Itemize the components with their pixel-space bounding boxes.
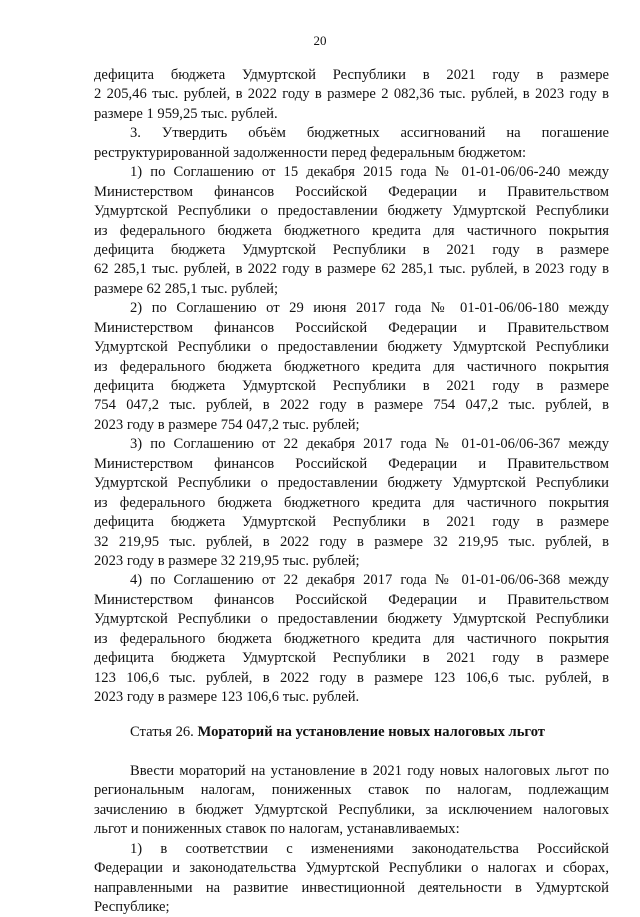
- text-line: Республике;: [94, 898, 170, 915]
- paragraph-agreement-2: [94, 299, 609, 435]
- text-line: 32 219,95 тыс. рублей, в 2022 году в размере 32 219,95 тыс. рублей, в: [94, 533, 609, 550]
- text-line: Федерации и законодательства Удмуртской Республики о налогах и сборах,: [94, 860, 609, 877]
- paragraph-agreement-3: [94, 435, 609, 571]
- text-line: дефицита бюджета Удмуртской Республики в 2021 году в размере: [94, 650, 609, 667]
- text-line: размере 1 959,25 тыс. рублей.: [94, 105, 278, 122]
- text-line: 2023 году в размере 754 047,2 тыс. рублей;: [94, 416, 360, 433]
- text-line: 2023 году в размере 123 106,6 тыс. рублей.: [94, 689, 360, 705]
- text-line: 2023 году в размере 32 219,95 тыс. рублей;: [94, 552, 360, 569]
- text-line: Министерством финансов Российской Федерации и Правительством: [94, 591, 609, 608]
- text-line: 3) по Соглашению от 22 декабря 2017 года № 01-01-06/06-367 между: [130, 436, 609, 453]
- paragraph-deficit-continuation: [94, 66, 609, 124]
- text-line: 2 205,46 тыс. рублей, в 2022 году в размере 2 082,36 тыс. рублей, в 2023 году в: [94, 86, 609, 103]
- article-heading: [94, 723, 609, 742]
- text-line: 1) по Соглашению от 15 декабря 2015 года № 01-01-06/06-240 между: [130, 164, 609, 181]
- text-line: направленными на развитие инвестиционной деятельности в Удмуртской: [94, 879, 609, 896]
- text-line: Министерством финансов Российской Федерации и Правительством: [94, 183, 609, 200]
- text-line: дефицита бюджета Удмуртской Республики в 2021 году в размере: [94, 241, 609, 258]
- text-line: Ввести мораторий на установление в 2021 году новых налоговых льгот по: [130, 762, 609, 779]
- paragraph-agreement-1: [94, 163, 609, 299]
- text-line: 123 106,6 тыс. рублей, в 2022 году в размере 123 106,6 тыс. рублей, в: [94, 669, 609, 686]
- text-line: реструктурированной задолженности перед федеральным бюджетом:: [94, 144, 527, 161]
- paragraph-item-3: [94, 124, 609, 163]
- text-line: размере 62 285,1 тыс. рублей;: [94, 280, 279, 297]
- text-line: из федерального бюджета бюджетного кредита для частичного покрытия: [94, 494, 609, 511]
- article-title: Мораторий на установление новых налоговых льгот: [197, 724, 545, 741]
- text-line: из федерального бюджета бюджетного кредита для частичного покрытия: [94, 358, 609, 375]
- text-line: зачислению в бюджет Удмуртской Республики, за исключением налоговых: [94, 801, 609, 818]
- text-line: 754 047,2 тыс. рублей, в 2022 году в размере 754 047,2 тыс. рублей, в: [94, 397, 609, 414]
- paragraph-agreement-4: [94, 571, 609, 707]
- text-line: из федерального бюджета бюджетного кредита для частичного покрытия: [94, 630, 609, 647]
- text-line: Министерством финансов Российской Федерации и Правительством: [94, 455, 609, 472]
- text-line: Министерством финансов Российской Федерации и Правительством: [94, 319, 609, 336]
- text-line: Удмуртской Республики о предоставлении бюджету Удмуртской Республики: [94, 339, 609, 356]
- paragraph-exception-1: [94, 840, 609, 917]
- text-line: из федерального бюджета бюджетного кредита для частичного покрытия: [94, 222, 609, 239]
- text-line: 3. Утвердить объём бюджетных ассигнований на погашение: [130, 125, 609, 142]
- page-number: 20: [313, 33, 327, 48]
- document-body: [94, 66, 609, 917]
- text-line: 2) по Соглашению от 29 июня 2017 года № 01-01-06/06-180 между: [130, 300, 609, 317]
- text-line: дефицита бюджета Удмуртской Республики в 2021 году в размере: [94, 378, 609, 394]
- text-line: 62 285,1 тыс. рублей, в 2022 году в размере 62 285,1 тыс. рублей, в 2023 году в: [94, 261, 609, 278]
- article-number: Статья 26.: [130, 724, 194, 741]
- text-line: дефицита бюджета Удмуртской Республики в 2021 году в размере: [94, 514, 609, 531]
- paragraphs-before-heading: [94, 66, 609, 707]
- text-line: 1) в соответствии с изменениями законодательства Российской: [130, 840, 609, 857]
- text-line: дефицита бюджета Удмуртской Республики в 2021 году в размере: [94, 67, 609, 83]
- paragraphs-after-heading: [94, 762, 609, 917]
- paragraph-moratorium: [94, 762, 609, 840]
- text-line: Удмуртской Республики о предоставлении бюджету Удмуртской Республики: [94, 475, 609, 492]
- text-line: льгот и пониженных ставок по налогам, устанавливаемых:: [94, 821, 460, 838]
- text-line: 4) по Соглашению от 22 декабря 2017 года № 01-01-06/06-368 между: [130, 572, 609, 589]
- text-line: Удмуртской Республики о предоставлении бюджету Удмуртской Республики: [94, 611, 609, 628]
- text-line: региональным налогам, пониженных ставок по налогам, подлежащим: [94, 782, 609, 799]
- text-line: Удмуртской Республики о предоставлении бюджету Удмуртской Республики: [94, 203, 609, 220]
